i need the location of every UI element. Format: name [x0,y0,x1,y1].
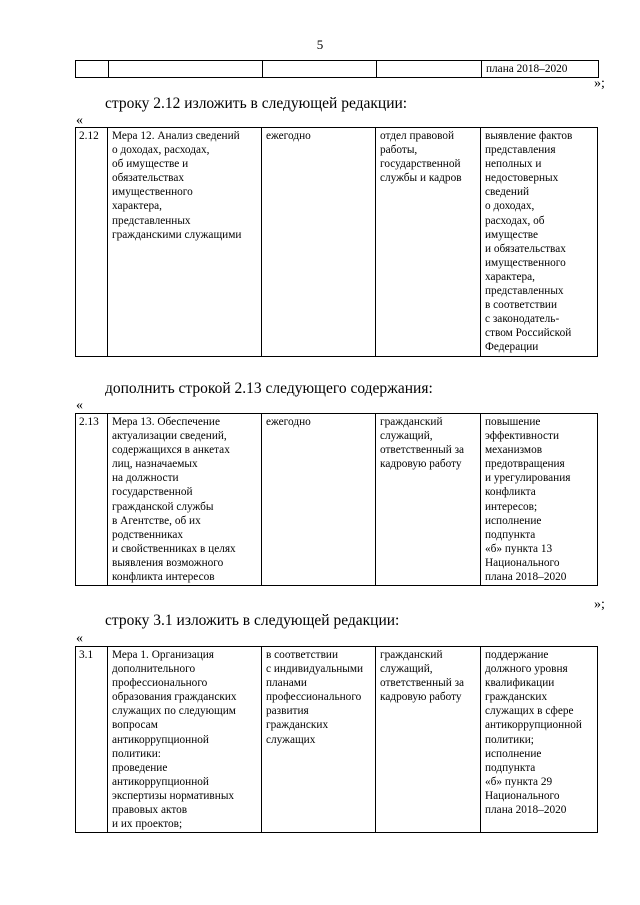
row-number: 2.12 [76,128,108,357]
measure-text: Мера 12. Анализ сведений о доходах, расходах, об имуществе и обязательствах имущественного характера, представленных гражданскими служащими [108,128,262,357]
result-text: поддержание должного уровня квалификации гражданских служащих в сфере антикоррупционной политики; исполнение подпункта «б» пункта 29 Национального плана 2018–2020 [481,647,598,833]
responsible-text: гражданский служащий, ответственный за кадровую работу [376,647,481,833]
instruction-line: дополнить строкой 2.13 следующего содержания: [105,380,433,397]
opening-quote-mark: « [76,631,83,646]
closing-quote-mark: »; [594,597,605,612]
measure-table [75,646,598,833]
result-text: выявление фактов представления неполных и недостоверных сведений о доходах, расходах, об имуществе и обязательствах имущественного характера, представленных в соответствии с законодатель- ством Российской Федерации [481,128,598,357]
table-cell [377,61,482,78]
table-row [76,414,598,586]
term-text: ежегодно [262,414,376,586]
instruction-line: строку 2.12 изложить в следующей редакции: [105,95,408,112]
closing-quote-mark: »; [594,76,605,91]
top-fragment-table [75,60,599,78]
responsible-text: отдел правовой работы, государственной службы и кадров [376,128,481,357]
table-row [76,128,598,357]
opening-quote-mark: « [76,398,83,413]
instruction-line: строку 3.1 изложить в следующей редакции: [105,612,400,629]
term-text: в соответствии с индивидуальными планами профессионального развития гражданских служащих [262,647,376,833]
table-cell [76,61,109,78]
table-cell [263,61,377,78]
measure-table [75,127,598,357]
page-number: 5 [316,37,324,52]
result-text: повышение эффективности механизмов предотвращения и урегулирования конфликта интересов; исполнение подпункта «б» пункта 13 Национального плана 2018–2020 [481,414,598,586]
table-cell [109,61,263,78]
term-text: ежегодно [262,128,376,357]
row-number: 3.1 [76,647,108,833]
measure-text: Мера 13. Обеспечение актуализации сведений, содержащихся в анкетах лиц, назначаемых на должности государственной гражданской службы в Агентстве, об их родственниках и свойственниках в целях выявления возможного конфликта интересов [108,414,262,586]
measure-text: Мера 1. Организация дополнительного профессионального образования гражданских служащих по следующим вопросам антикоррупционной политики: проведение антикоррупционной экспертизы нормативных правовых актов и их проектов; [108,647,262,833]
opening-quote-mark: « [76,113,83,128]
table-row [76,647,598,833]
table-cell-result: плана 2018–2020 [482,61,599,78]
row-number: 2.13 [76,414,108,586]
measure-table [75,413,598,586]
responsible-text: гражданский служащий, ответственный за кадровую работу [376,414,481,586]
